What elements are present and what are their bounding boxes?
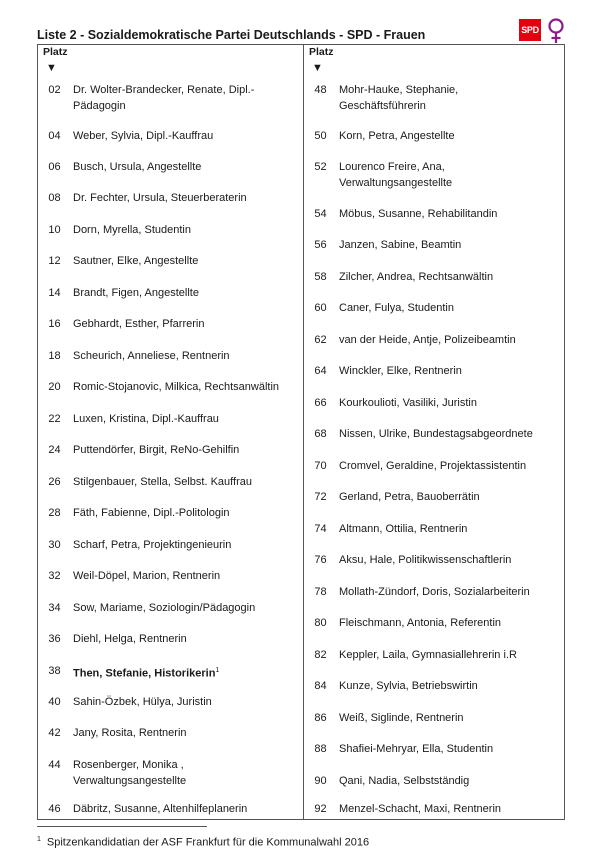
arrow-down-icon: ▼ [46,62,57,74]
candidate-text: Keppler, Laila, Gymnasiallehrerin i.R [339,649,517,661]
candidate-text: Sow, Mariame, Soziologin/Pädagogin [73,602,256,614]
candidate-table [37,44,565,820]
list-item [308,300,561,316]
candidate-text: Kunze, Sylvia, Betriebswirtin [339,680,478,692]
platz-header-left: Platz [43,46,68,58]
candidate-text: van der Heide, Antje, Polizeibeamtin [339,334,516,346]
list-number: 58 [314,271,327,283]
list-number: 82 [314,649,327,661]
candidate-text: Fäth, Fabienne, Dipl.-Politologin [73,507,230,519]
list-item [308,128,561,144]
candidate-text: Mollath-Zündorf, Doris, Sozialarbeiterin [339,586,530,598]
list-item [42,757,299,789]
list-item [42,285,299,301]
list-item [42,505,299,521]
list-item [42,725,299,741]
candidate-text: Brandt, Figen, Angestellte [73,287,199,299]
list-item [308,521,561,537]
candidate-text: Romic-Stojanovic, Milkica, Rechtsanwältin [73,381,280,393]
list-number: 02 [48,84,61,96]
footnote-reference: 1 [215,667,220,674]
list-number: 92 [314,803,327,815]
candidate-text: Dorn, Myrella, Studentin [73,224,191,236]
candidate-text: Sahin-Özbek, Hülya, Juristin [73,696,212,708]
candidate-text: Puttendörfer, Birgit, ReNo-Gehilfin [73,444,240,456]
list-number: 40 [48,696,61,708]
list-item [42,82,299,114]
left-column [38,45,303,819]
list-item [308,395,561,411]
footnote-text: Spitzenkandidatian der ASF Frankfurt für die Kommunalwahl 2016 [46,836,370,849]
list-item [308,363,561,379]
list-number: 64 [314,365,327,377]
list-number: 42 [48,727,61,739]
candidate-text: Qani, Nadia, Selbstständig [339,775,470,787]
list-item [42,631,299,647]
list-item [308,647,561,663]
list-number: 30 [48,539,61,551]
list-item [42,190,299,206]
list-item [308,426,561,442]
list-item [42,316,299,332]
list-number: 06 [48,161,61,173]
list-number: 84 [314,680,327,692]
candidate-text: Sautner, Elke, Angestellte [73,255,199,267]
candidate-text: Menzel-Schacht, Maxi, Rentnerin [339,803,502,815]
list-number: 08 [48,192,61,204]
list-item [42,159,299,175]
candidate-text: Nissen, Ulrike, Bundestagsabgeordnete [339,428,533,440]
list-number: 68 [314,428,327,440]
list-number: 44 [48,759,61,771]
list-item [42,411,299,427]
list-number: 32 [48,570,61,582]
candidate-text: Weiß, Siglinde, Rentnerin [339,712,464,724]
list-number: 28 [48,507,61,519]
candidate-text: Diehl, Helga, Rentnerin [73,633,187,645]
candidate-text: Lourenco Freire, Ana, Verwaltungsangestellte [339,161,453,189]
candidate-text: Dr. Wolter-Brandecker, Renate, Dipl.- Pädagogin [73,84,255,112]
list-number: 80 [314,617,327,629]
candidate-text: Busch, Ursula, Angestellte [73,161,202,173]
list-number: 76 [314,554,327,566]
candidate-text: Winckler, Elke, Rentnerin [339,365,462,377]
list-item [42,537,299,553]
candidate-text: Then, Stefanie, Historikerin$^1$ [73,667,220,680]
list-number: 54 [314,208,327,220]
list-number: 46 [48,803,61,815]
candidate-text: Dr. Fechter, Ursula, Steuerberaterin [73,192,247,204]
candidate-text: Kourkoulioti, Vasiliki, Juristin [339,397,477,409]
list-item [42,600,299,616]
list-item [42,663,299,682]
candidate-text: Mohr-Hauke, Stephanie, Geschäftsführerin [339,84,459,112]
list-item [42,568,299,584]
list-item [308,615,561,631]
footnote-marker: 1 [37,836,41,843]
list-number: 10 [48,224,61,236]
list-number: 36 [48,633,61,645]
list-item [308,159,561,191]
candidate-text: Däbritz, Susanne, Altenhilfeplanerin [73,803,248,815]
candidate-text: Gebhardt, Esther, Pfarrerin [73,318,205,330]
list-item [308,584,561,600]
list-number: 50 [314,130,327,142]
list-item [308,552,561,568]
list-number: 16 [48,318,61,330]
list-number: 14 [48,287,61,299]
female-symbol-icon [545,17,567,45]
list-number: 86 [314,712,327,724]
list-number: 24 [48,444,61,456]
list-number: 90 [314,775,327,787]
list-number: 72 [314,491,327,503]
list-item [42,253,299,269]
candidate-text: Cromvel, Geraldine, Projektassistentin [339,460,527,472]
list-number: 66 [314,397,327,409]
list-item [42,442,299,458]
candidate-text: Möbus, Susanne, Rehabilitandin [339,208,498,220]
list-item [308,710,561,726]
spd-logo: SPD [519,19,541,41]
list-number: 88 [314,743,327,755]
list-item [42,801,299,817]
list-number: 38 [48,665,61,677]
list-number: 56 [314,239,327,251]
right-column [304,45,565,819]
list-number: 52 [314,161,327,173]
list-item [308,773,561,789]
list-number: 04 [48,130,61,142]
candidate-text: Luxen, Kristina, Dipl.-Kauffrau [73,413,219,425]
list-item [308,458,561,474]
list-number: 70 [314,460,327,472]
list-item [42,379,299,395]
list-item [42,222,299,238]
candidate-text: Stilgenbauer, Stella, Selbst. Kauffrau [73,476,252,488]
list-item [308,206,561,222]
list-number: 48 [314,84,327,96]
footnote [37,836,369,849]
list-number: 34 [48,602,61,614]
candidate-text: Scheurich, Anneliese, Rentnerin [73,350,230,362]
list-number: 74 [314,523,327,535]
list-item [308,741,561,757]
list-item [308,237,561,253]
page-title: Liste 2 - Sozialdemokratische Partei Deutschlands - SPD - Frauen [37,28,426,42]
arrow-down-icon: ▼ [312,62,323,74]
candidate-text: Janzen, Sabine, Beamtin [339,239,462,251]
candidate-text: Scharf, Petra, Projektingenieurin [73,539,232,551]
candidate-text: Weber, Sylvia, Dipl.-Kauffrau [73,130,214,142]
list-item [308,801,561,817]
list-number: 78 [314,586,327,598]
list-item [42,348,299,364]
list-item [308,489,561,505]
list-item [308,678,561,694]
candidate-text: Altmann, Ottilia, Rentnerin [339,523,468,535]
list-number: 60 [314,302,327,314]
candidate-text: Zilcher, Andrea, Rechtsanwältin [339,271,494,283]
list-item [308,332,561,348]
candidate-text: Fleischmann, Antonia, Referentin [339,617,502,629]
candidate-text: Weil-Döpel, Marion, Rentnerin [73,570,221,582]
candidate-text: Jany, Rosita, Rentnerin [73,727,187,739]
candidate-text: Rosenberger, Monika , Verwaltungsangestellte [73,759,187,787]
list-number: 26 [48,476,61,488]
list-number: 22 [48,413,61,425]
candidate-text: Shafiei-Mehryar, Ella, Studentin [339,743,494,755]
list-number: 12 [48,255,61,267]
footnote-divider [37,826,207,827]
list-item [308,82,561,114]
list-item [42,694,299,710]
candidate-text: Caner, Fulya, Studentin [339,302,454,314]
list-item [42,474,299,490]
list-item [308,269,561,285]
list-number: 18 [48,350,61,362]
candidate-text: Gerland, Petra, Bauoberrätin [339,491,480,503]
list-item [42,128,299,144]
list-number: 20 [48,381,61,393]
candidate-text: Aksu, Hale, Politikwissenschaftlerin [339,554,512,566]
list-number: 62 [314,334,327,346]
platz-header-right: Platz [309,46,334,58]
candidate-text: Korn, Petra, Angestellte [339,130,455,142]
